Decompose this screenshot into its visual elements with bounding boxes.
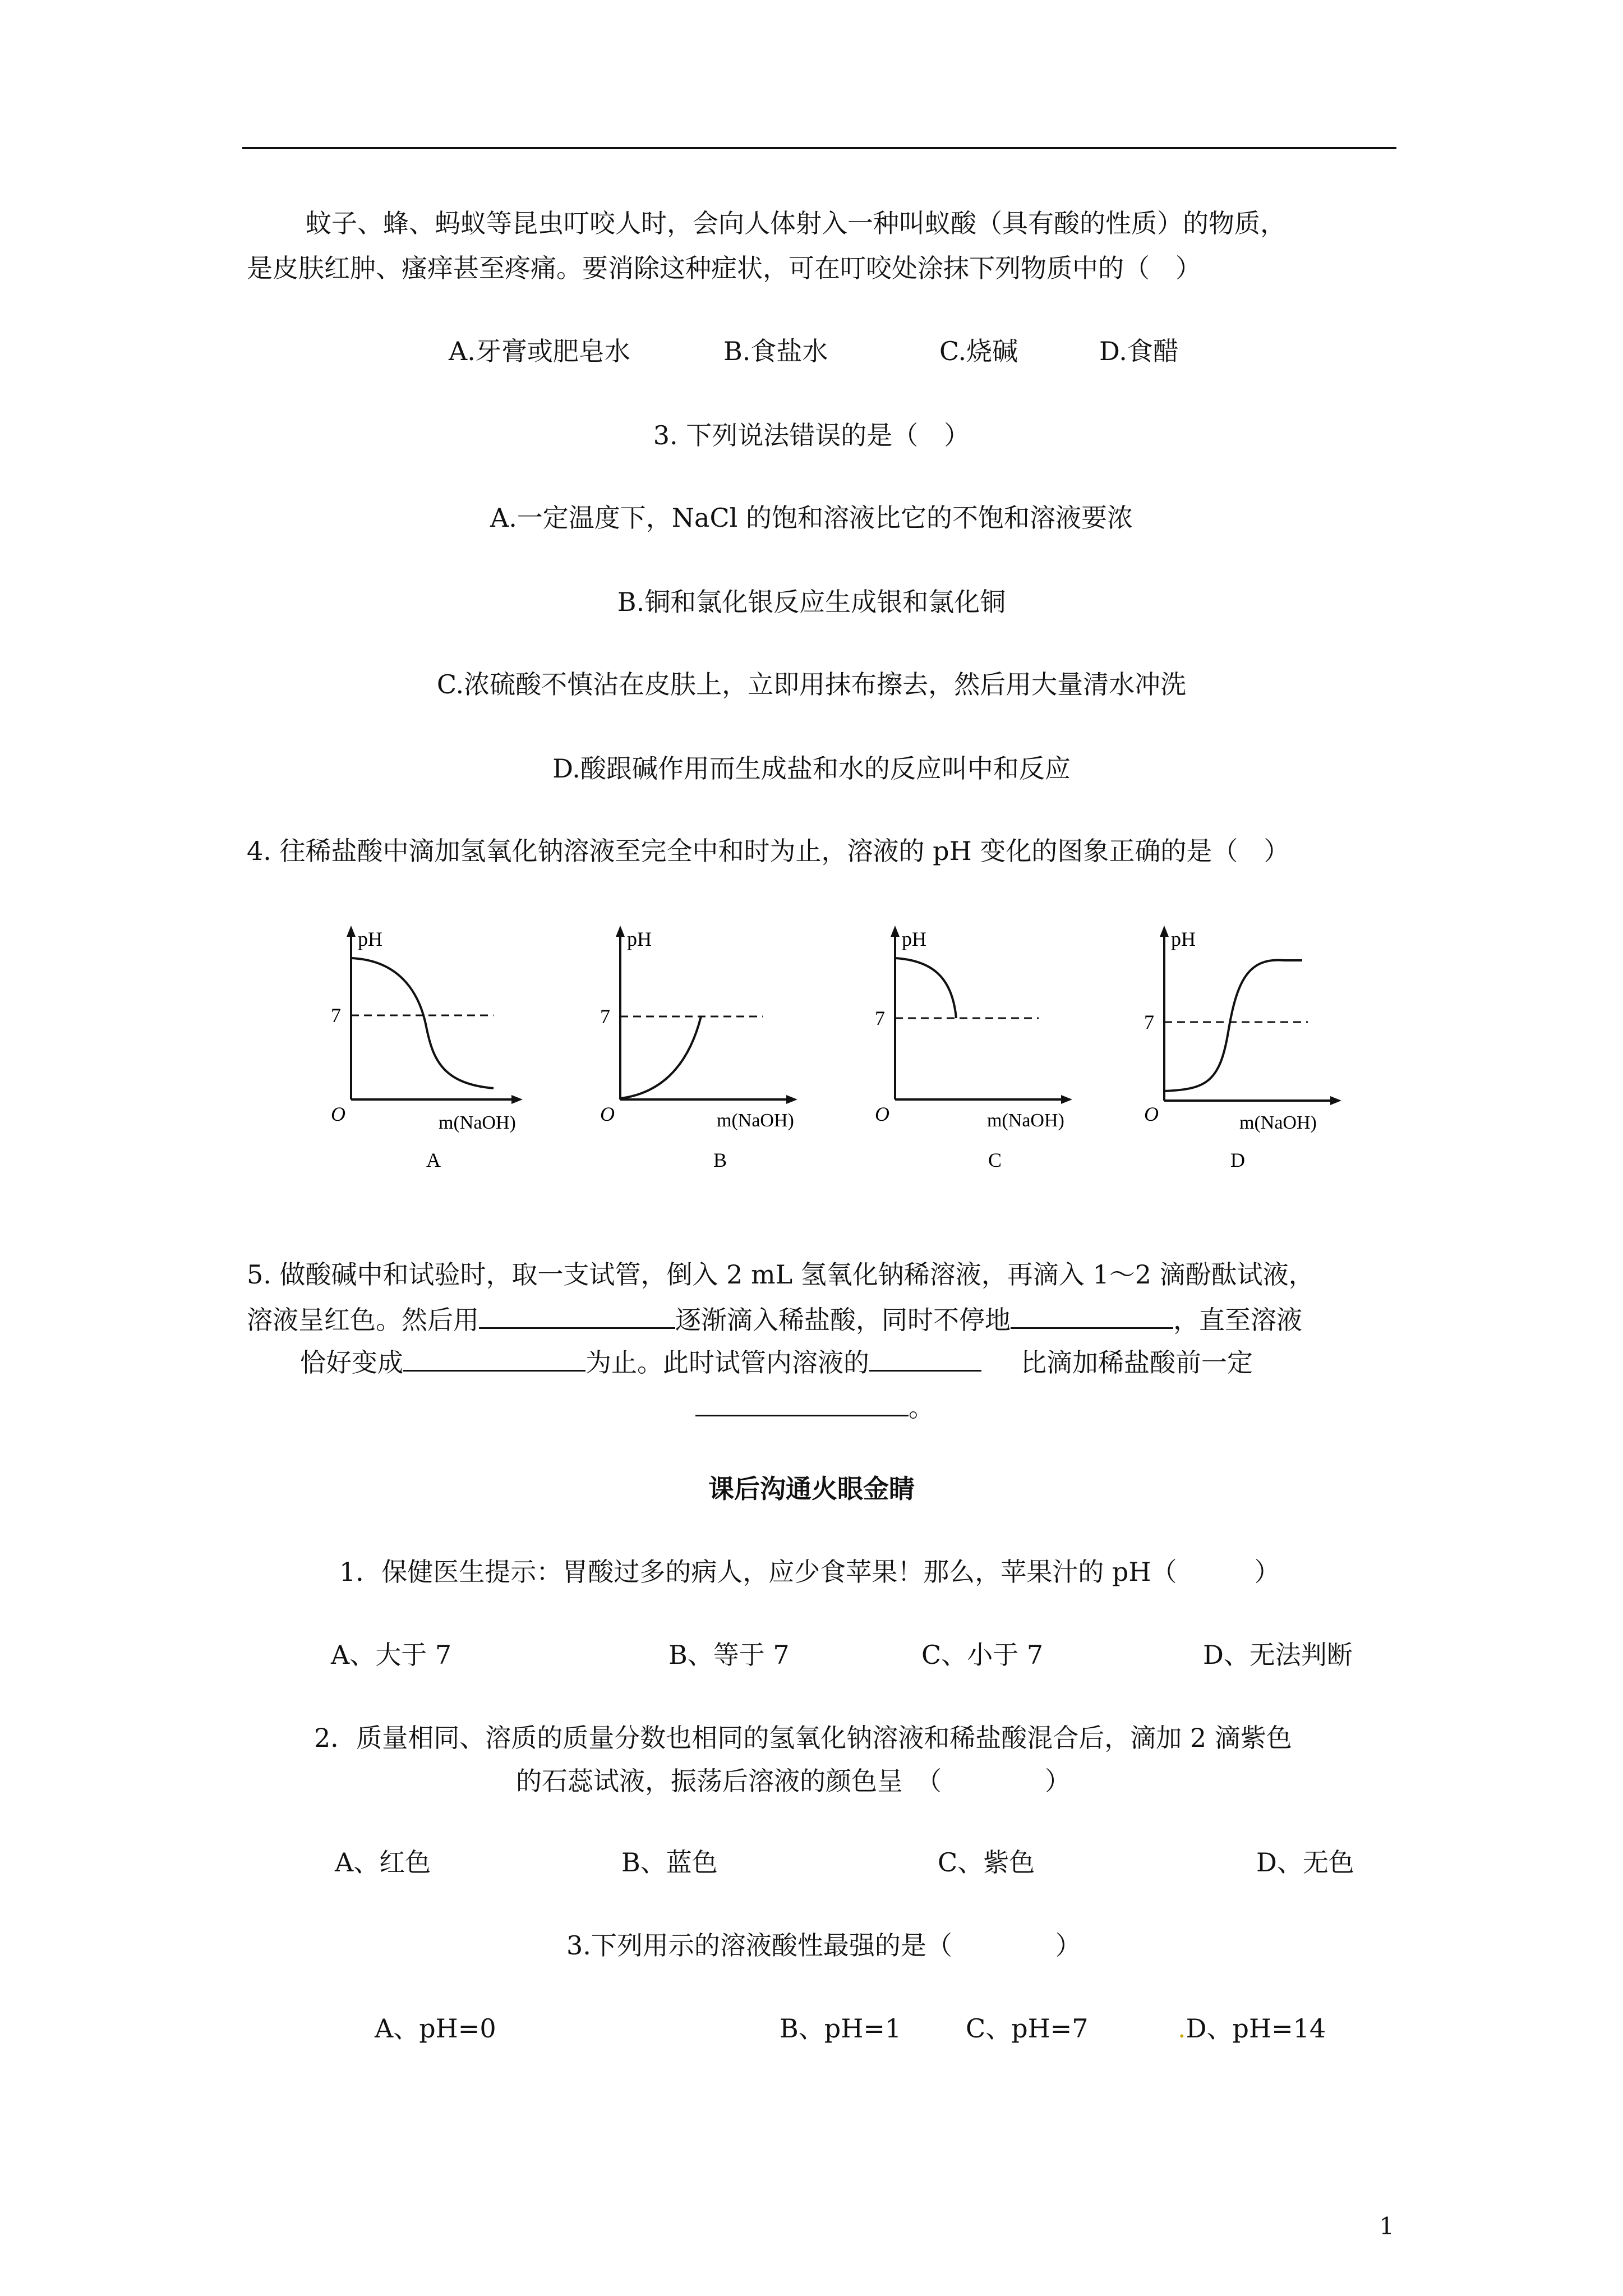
graph-d xyxy=(1127,920,1363,1178)
page-number: 1 xyxy=(1379,2212,1394,2240)
graph-a-origin: O xyxy=(331,1103,345,1125)
graph-d-xlabel: m(NaOH) xyxy=(1239,1112,1317,1133)
q3-stem: 3. 下列说法错误的是（ ） xyxy=(653,420,970,450)
q3-option-b: B.铜和氯化银反应生成银和氯化铜 xyxy=(617,587,1006,617)
q5-line-2-a: 溶液呈红色。然后用 xyxy=(247,1305,479,1335)
s2-option-d: D、无色 xyxy=(1256,1847,1354,1878)
s3-option-d-text: D、pH=14 xyxy=(1186,2013,1326,2044)
graph-b-tick: 7 xyxy=(600,1005,610,1028)
q5-line-3 xyxy=(300,1343,1253,1379)
s2-option-a: A、红色 xyxy=(335,1847,431,1878)
s1-option-c: C、小于 7 xyxy=(921,1640,1044,1670)
graph-a-tick: 7 xyxy=(331,1004,341,1027)
q4-stem: 4. 往稀盐酸中滴加氢氧化钠溶液至完全中和时为止，溶液的 pH 变化的图象正确的是（ ） xyxy=(247,836,1290,866)
s3-dot: . xyxy=(1178,2013,1186,2044)
graph-d-origin: O xyxy=(1144,1103,1159,1125)
q5-line-1: 5. 做酸碱中和试验时，取一支试管，倒入 2 mL 氢氧化钠稀溶液，再滴入 1～2 滴酚酞试液， xyxy=(247,1259,1315,1290)
q5-line-3-b: 为止。此时试管内溶液的 xyxy=(585,1347,869,1378)
graph-c-origin: O xyxy=(875,1103,889,1125)
graph-a xyxy=(314,920,550,1178)
q2-option-b: B.食盐水 xyxy=(723,336,828,366)
q2-line-2: 是皮肤红肿、瘙痒甚至疼痛。要消除这种症状，可在叮咬处涂抹下列物质中的（ ） xyxy=(247,253,1201,283)
graph-a-xlabel: m(NaOH) xyxy=(439,1112,516,1133)
s1-option-b: B、等于 7 xyxy=(668,1640,790,1670)
q3-option-a: A.一定温度下，NaCl 的饱和溶液比它的不饱和溶液要浓 xyxy=(490,503,1133,533)
graph-c-xlabel: m(NaOH) xyxy=(987,1110,1064,1131)
graph-c-ylabel: pH xyxy=(902,928,926,950)
q5-blank-3[interactable] xyxy=(403,1343,585,1372)
graph-a-label: A xyxy=(426,1149,441,1171)
s3-option-b: B、pH=1 xyxy=(780,2013,902,2044)
graph-d-label: D xyxy=(1230,1149,1245,1171)
q2-option-d: D.食醋 xyxy=(1099,336,1179,366)
q3-option-d: D.酸跟碱作用而生成盐和水的反应叫中和反应 xyxy=(552,753,1071,784)
q5-blank-2[interactable] xyxy=(1011,1300,1173,1329)
q5-line-4 xyxy=(695,1388,934,1424)
graph-c-label: C xyxy=(988,1149,1002,1171)
s2-option-c: C、紫色 xyxy=(938,1847,1035,1878)
graph-d-ylabel: pH xyxy=(1171,928,1196,950)
s3-stem: 3.下列用示的溶液酸性最强的是（ ） xyxy=(566,1930,1081,1961)
s1-stem: 1．保健医生提示：胃酸过多的病人，应少食苹果！那么，苹果汁的 pH（ ） xyxy=(339,1557,1280,1587)
q5-line-3-c: 比滴加稀盐酸前一定 xyxy=(1021,1347,1253,1378)
s3-option-a: A、pH=0 xyxy=(375,2013,496,2044)
s1-option-a: A、大于 7 xyxy=(331,1640,452,1670)
graph-b-origin: O xyxy=(600,1103,615,1125)
q5-blank-5[interactable] xyxy=(695,1388,909,1416)
graph-b-xlabel: m(NaOH) xyxy=(717,1110,794,1131)
s2-line-2: 的石蕊试液，振荡后溶液的颜色呈 （ ） xyxy=(516,1766,1071,1796)
q5-line-4-end: 。 xyxy=(909,1392,934,1423)
q5-line-2-c: ，直至溶液 xyxy=(1173,1305,1302,1335)
q5-line-2-b: 逐渐滴入稀盐酸，同时不停地 xyxy=(675,1305,1011,1335)
q5-blank-4[interactable] xyxy=(869,1343,981,1372)
graph-d-tick: 7 xyxy=(1144,1011,1154,1033)
graph-c-tick: 7 xyxy=(875,1007,885,1029)
q2-line-1: 蚊子、蜂、蚂蚁等昆虫叮咬人时，会向人体射入一种叫蚁酸（具有酸的性质）的物质， xyxy=(306,208,1286,238)
q2-option-c: C.烧碱 xyxy=(939,336,1018,366)
s1-option-d: D、无法判断 xyxy=(1203,1640,1353,1670)
q5-line-3-a: 恰好变成 xyxy=(300,1347,403,1378)
s2-line-1: 2．质量相同、溶质的质量分数也相同的氢氧化钠溶液和稀盐酸混合后，滴加 2 滴紫色 xyxy=(314,1723,1292,1753)
graph-a-ylabel: pH xyxy=(358,928,382,950)
header-rule xyxy=(242,147,1396,149)
graph-b-ylabel: pH xyxy=(627,928,652,950)
graph-b xyxy=(583,920,819,1178)
q5-blank-1[interactable] xyxy=(479,1300,675,1329)
q2-option-a: A.牙膏或肥皂水 xyxy=(449,336,630,366)
s3-option-c: C、pH=7 xyxy=(966,2013,1089,2044)
q5-line-2 xyxy=(247,1300,1302,1337)
s2-option-b: B、蓝色 xyxy=(621,1847,718,1878)
s3-option-d xyxy=(1178,2012,1326,2045)
graph-c xyxy=(858,920,1094,1178)
q3-option-c: C.浓硫酸不慎沾在皮肤上，立即用抹布擦去，然后用大量清水冲洗 xyxy=(436,669,1187,700)
section-title: 课后沟通火眼金睛 xyxy=(708,1474,915,1504)
graph-b-label: B xyxy=(713,1149,727,1171)
